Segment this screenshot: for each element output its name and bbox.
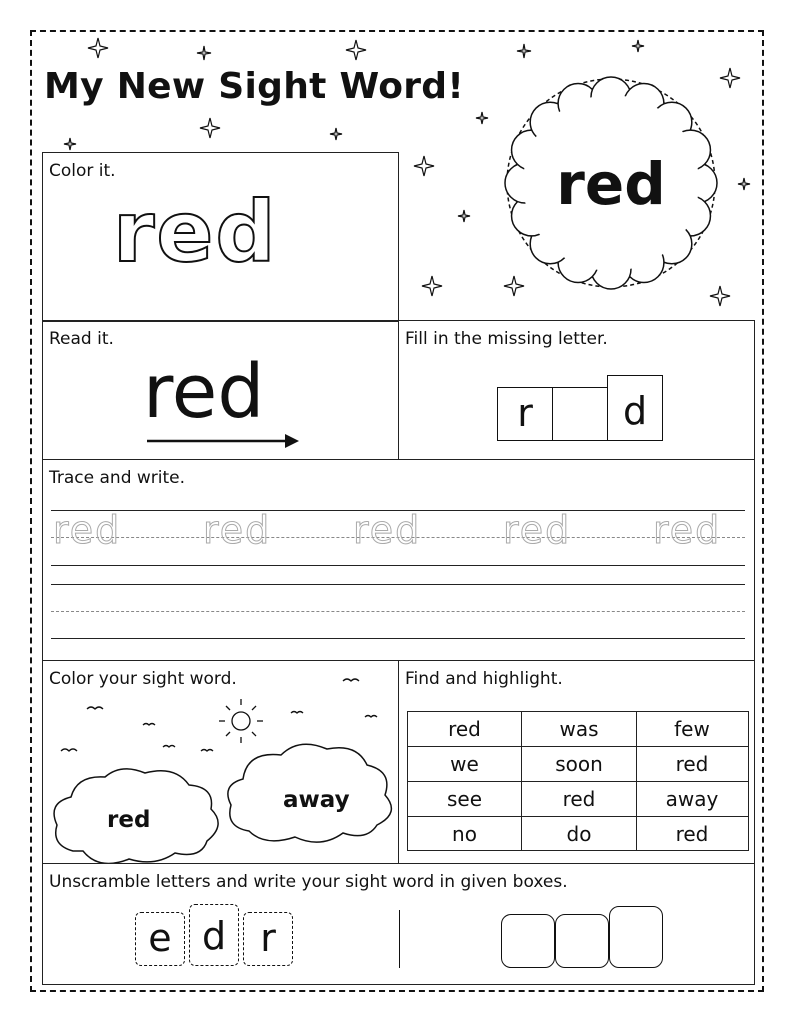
scrambled-letter: d: [189, 904, 239, 966]
fill-missing-section: [398, 320, 755, 460]
letter-box: r: [497, 387, 553, 441]
trace-word: red: [203, 508, 272, 552]
outline-word: red: [113, 183, 278, 281]
star-icon: [330, 128, 342, 140]
bird-icon: [143, 724, 155, 726]
section-label: Unscramble letters and write your sight word in given boxes.: [49, 872, 568, 892]
grid-cell[interactable]: no: [452, 822, 477, 846]
section-label: Read it.: [49, 329, 114, 349]
star-icon: [517, 44, 531, 58]
bird-icon: [163, 746, 175, 748]
grid-cell[interactable]: red: [448, 717, 481, 741]
bird-icon: [291, 712, 303, 714]
grid-cell[interactable]: soon: [555, 752, 603, 776]
star-icon: [632, 40, 644, 52]
unscramble-section: [42, 863, 755, 985]
scrambled-letter: e: [135, 912, 185, 966]
sky-scene: [43, 661, 398, 863]
section-label: Fill in the missing letter.: [405, 329, 608, 349]
star-icon: [197, 46, 211, 60]
read-it-section: [42, 320, 399, 460]
trace-word: red: [353, 508, 422, 552]
star-icon: [414, 156, 434, 176]
trace-word: red: [53, 508, 122, 552]
sun-icon: [219, 699, 263, 743]
grid-cell[interactable]: see: [446, 787, 483, 811]
trace-word: red: [653, 508, 722, 552]
star-icon: [738, 178, 750, 190]
grid-cell[interactable]: we: [450, 752, 479, 776]
grid-cell[interactable]: was: [559, 717, 599, 741]
section-label: Find and highlight.: [405, 669, 563, 689]
missing-letter-box[interactable]: [552, 387, 608, 441]
divider: [399, 910, 400, 968]
trace-write-section: [42, 459, 755, 661]
grid-cell[interactable]: do: [566, 822, 592, 846]
sight-word-badge-text: red: [556, 150, 666, 218]
letter-box: d: [607, 375, 663, 441]
grid-cell[interactable]: red: [675, 752, 709, 776]
bird-icon: [87, 707, 103, 709]
scrambled-letter: r: [243, 912, 293, 966]
bird-icon: [365, 716, 377, 718]
trace-word: red: [503, 508, 572, 552]
section-label: Color your sight word.: [49, 669, 237, 689]
bird-icon: [61, 749, 77, 751]
write-row[interactable]: [51, 584, 745, 644]
color-it-section: [42, 152, 399, 322]
arrow-icon: [145, 431, 305, 451]
grid-cell[interactable]: away: [665, 787, 719, 811]
answer-box[interactable]: [501, 914, 555, 968]
grid-cell[interactable]: red: [562, 787, 596, 811]
star-icon: [346, 40, 366, 60]
section-label: Color it.: [49, 161, 116, 181]
trace-row: [51, 510, 745, 570]
answer-box[interactable]: [555, 914, 609, 968]
star-icon: [458, 210, 470, 222]
star-icon: [200, 118, 220, 138]
find-highlight-section: [398, 660, 755, 864]
star-icon: [64, 138, 76, 150]
bird-icon: [343, 679, 359, 681]
answer-box[interactable]: [609, 906, 663, 968]
read-word: red: [143, 349, 265, 435]
star-icon: [422, 276, 442, 296]
grid-cell[interactable]: few: [674, 717, 710, 741]
cloud-word-left: red: [107, 807, 151, 833]
word-grid: [407, 711, 749, 851]
grid-cell[interactable]: red: [675, 822, 709, 846]
bird-icon: [201, 750, 213, 752]
star-icon: [88, 38, 108, 58]
section-label: Trace and write.: [49, 468, 186, 488]
color-word-section: [42, 660, 399, 864]
page-title: My New Sight Word!: [44, 66, 465, 107]
cloud-word-right: away: [283, 787, 350, 813]
